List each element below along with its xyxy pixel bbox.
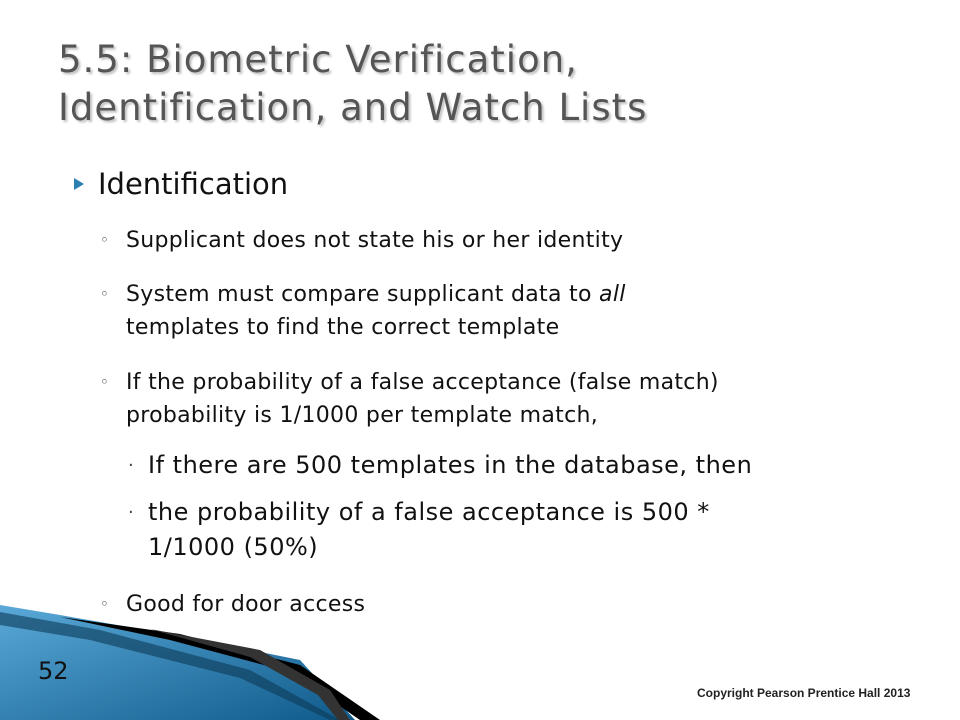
- circle-bullet-icon: ◦: [100, 373, 110, 391]
- bullet-1-text: Supplicant does not state his or her identity: [126, 228, 624, 253]
- sub-bullet-2-line-1: the probability of a false acceptance is 500 *: [148, 498, 710, 526]
- circle-bullet-icon: ◦: [100, 231, 110, 249]
- bullet-3-line-2: probability is 1/1000 per template match,: [126, 403, 599, 428]
- sub-bullet-2-line-2: 1/1000 (50%): [148, 533, 319, 561]
- bullet-2-prefix: System must compare supplicant data to: [126, 282, 600, 307]
- bullet-3-line-1: If the probability of a false acceptance (false match): [126, 370, 719, 395]
- triangle-bullet-icon: [72, 176, 86, 192]
- bullet-4-text: Good for door access: [126, 592, 366, 617]
- slide-number: 52: [38, 657, 69, 685]
- slide-title: [58, 36, 918, 132]
- circle-bullet-icon: ◦: [100, 285, 110, 303]
- dot-bullet-icon: ·: [128, 502, 135, 523]
- heading-text: Identification: [98, 167, 289, 201]
- title-line-1: 5.5: Biometric Verification,: [58, 38, 578, 81]
- copyright-notice: Copyright Pearson Prentice Hall 2013: [697, 686, 911, 700]
- title-line-2: Identification, and Watch Lists: [58, 86, 648, 129]
- bullet-2-line-1: [126, 278, 626, 311]
- bullet-2-emphasis: all: [599, 282, 626, 307]
- bullet-2-line-2: templates to find the correct template: [126, 315, 560, 340]
- sub-bullet-1-text: If there are 500 templates in the database, then: [148, 451, 753, 479]
- dot-bullet-icon: ·: [128, 455, 135, 476]
- circle-bullet-icon: ◦: [100, 595, 110, 613]
